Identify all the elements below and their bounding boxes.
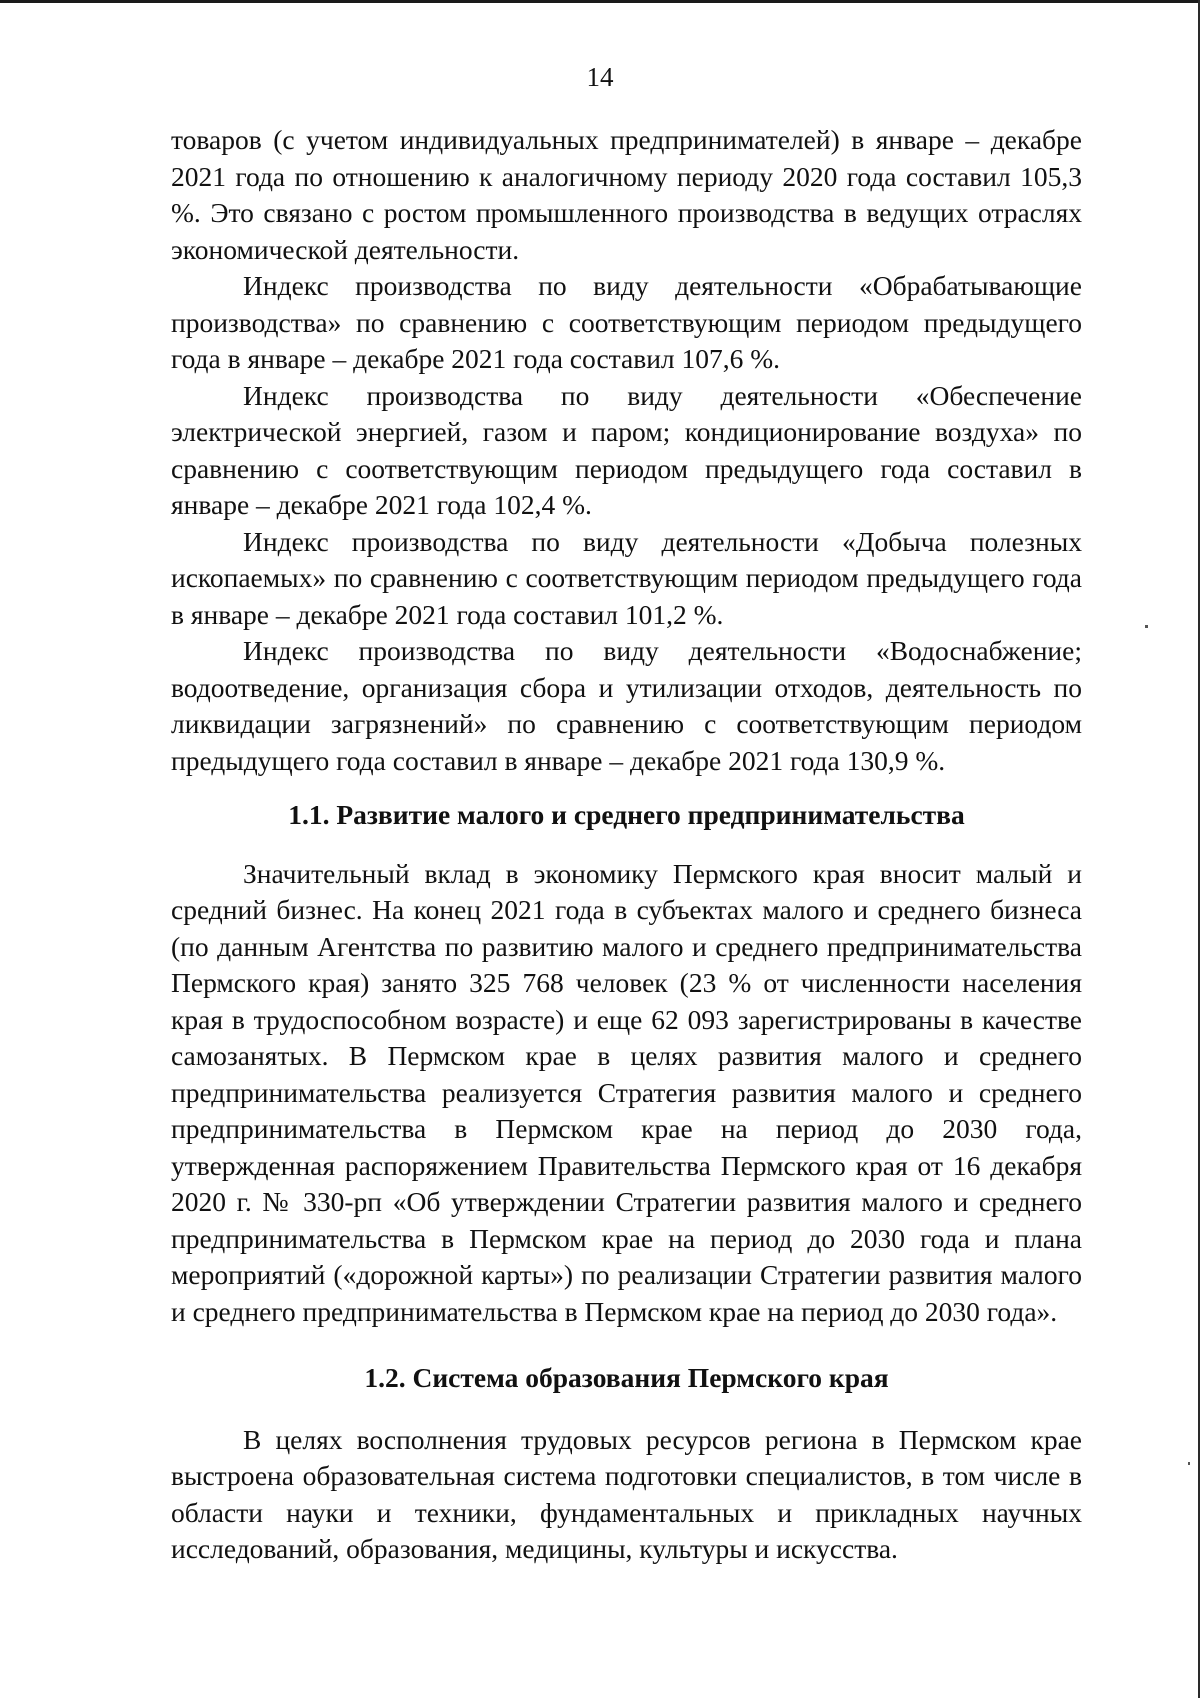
paragraph-education: В целях восполнения трудовых ресурсов региона в Пермском крае выстроена образовательная система подготовки специалистов, в том числе в области науки и техники, фундаментальных и прикладных научных исследований, образования, медицины, культуры и искусства. <box>171 1423 1082 1564</box>
scan-speck <box>1188 1462 1190 1465</box>
paragraph-continued: товаров (с учетом индивидуальных предпринимателей) в январе – декабре 2021 года по отношению к аналогичному периоду 2020 года составил 105,3 %. Это связано с ростом промышленного производства в ведущих отраслях экономической деятельности. <box>171 124 1082 265</box>
paragraph-water-index: Индекс производства по виду деятельности «Водоснабжение; водоотведение, организация сбора и утилизации отходов, деятельность по ликвидации загрязнений» по сравнению с соответствующим периодом предыдущего года составил в январе – декабре 2021 года 130,9 %. <box>171 635 1082 776</box>
scan-speck <box>1145 625 1148 628</box>
section-heading-education: 1.2. Система образования Пермского края <box>364 1362 889 1393</box>
document-body <box>171 122 1082 1568</box>
paragraph-energy-index: Индекс производства по виду деятельности «Обеспечение электрической энергией, газом и паром; кондиционирование воздуха» по сравнению с соответствующим периодом предыдущего года составил в январе – декабре 2021 года 102,4 %. <box>171 379 1082 520</box>
paragraph-manufacturing-index: Индекс производства по виду деятельности «Обрабатывающие производства» по сравнению с соответствующим периодом предыдущего года в январе – декабре 2021 года составил 107,6 %. <box>171 270 1082 374</box>
paragraph-small-business: Значительный вклад в экономику Пермского края вносит малый и средний бизнес. На конец 2021 года в субъектах малого и среднего бизнеса (по данным Агентства по развитию малого и среднего предпринимательства Пермского края) занято 325 768 человек (23 % от численности населения края в трудоспособном возрасте) и еще 62 093 зарегистрированы в качестве самозанятых. В Пермском крае в целях развития малого и среднего предпринимательства реализуется Стратегия развития малого и среднего предпринимательства в Пермском крае на период до 2030 года, утвержденная распоряжением Правительства Пермского края от 16 декабря 2020 г. № 330-рп «Об утверждении Стратегии развития малого и среднего предпринимательства в Пермском крае на период до 2030 года и плана мероприятий («дорожной карты») по реализации Стратегии развития малого и среднего предпринимательства в Пермском крае на период до 2030 года». <box>171 857 1082 1327</box>
paragraph-mining-index: Индекс производства по виду деятельности «Добыча полезных ископаемых» по сравнению с соответствующим периодом предыдущего года в январе – декабре 2021 года составил 101,2 %. <box>171 525 1082 630</box>
section-heading-small-business: 1.1. Развитие малого и среднего предпринимательства <box>288 799 965 830</box>
scan-edge-top <box>0 0 1200 3</box>
page-number: 14 <box>586 62 614 92</box>
